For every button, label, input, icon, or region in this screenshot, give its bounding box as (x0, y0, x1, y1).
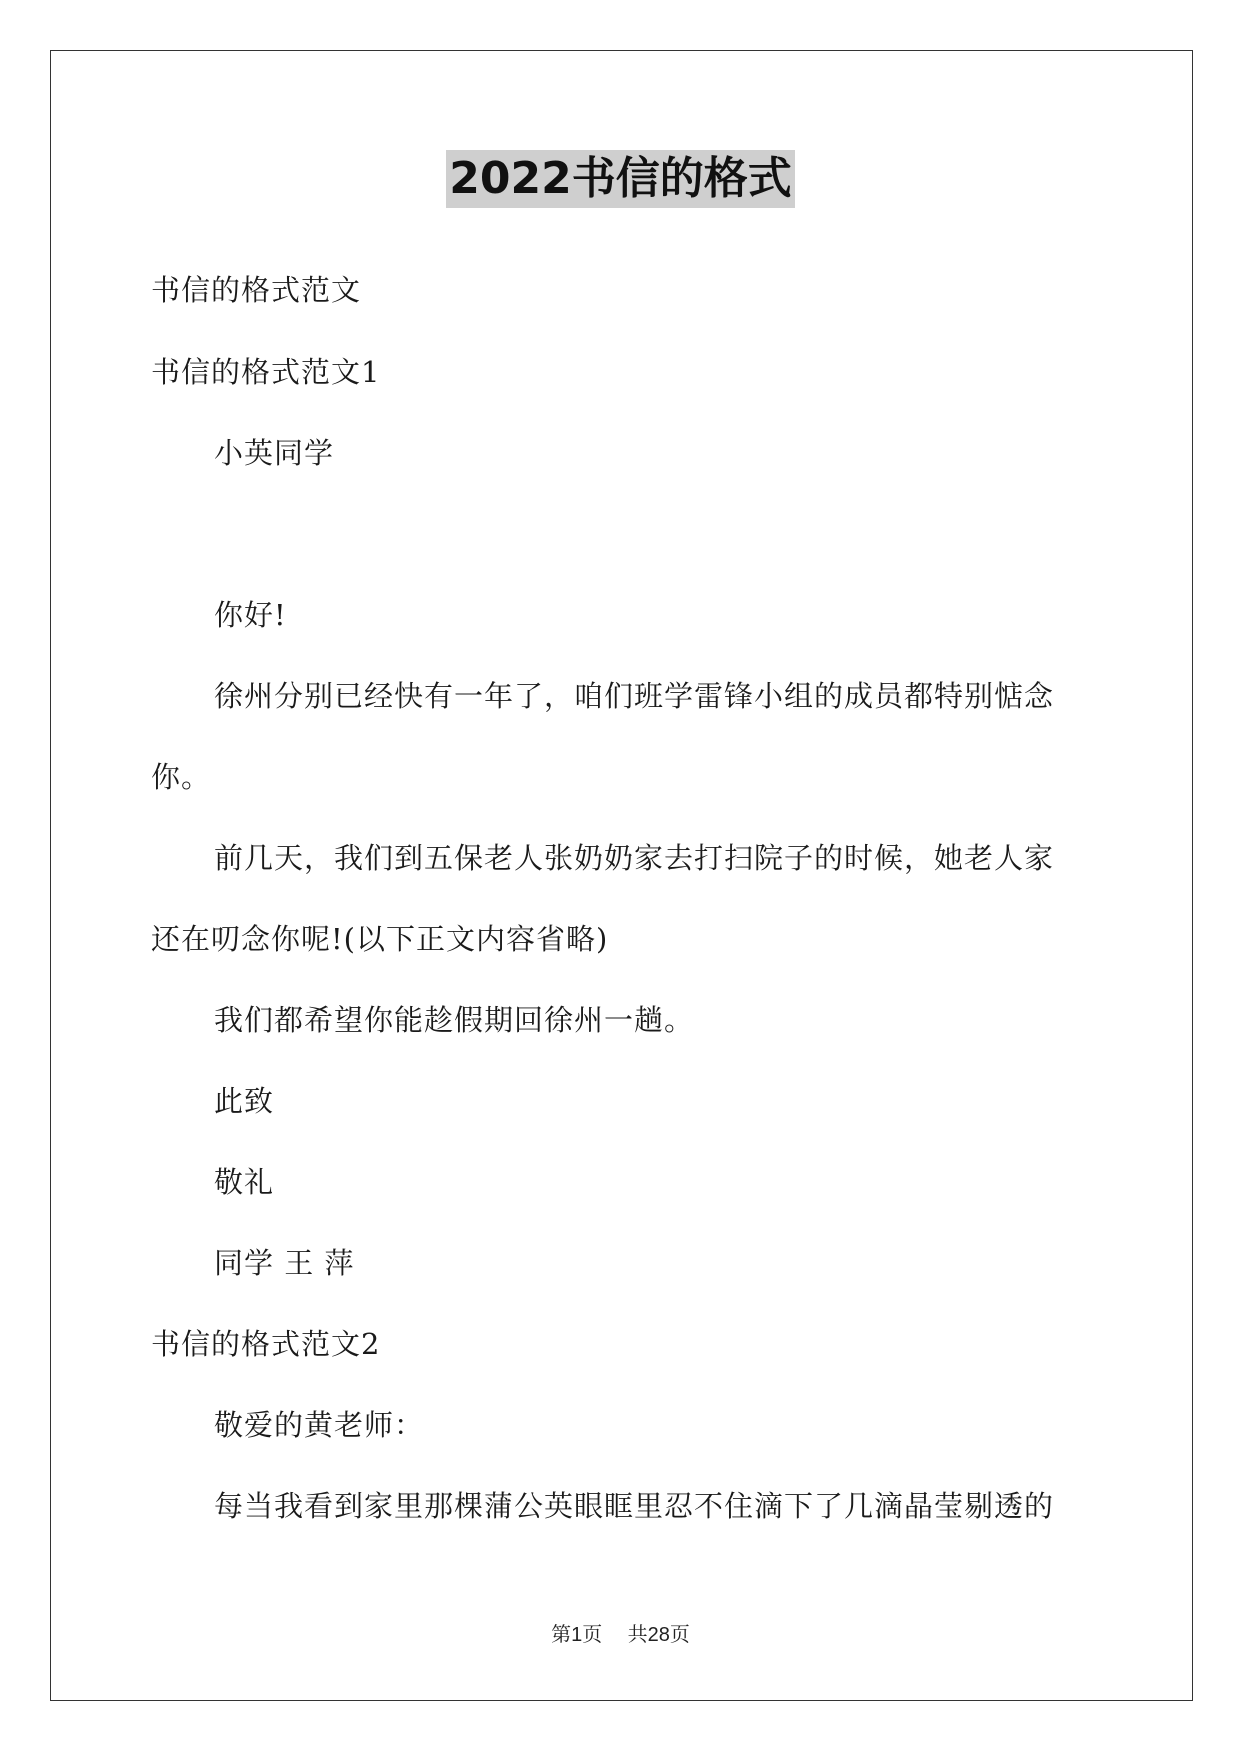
greeting-line: 你好! (214, 598, 287, 632)
closing-line: 此致 (214, 1084, 275, 1118)
section-heading-1: 书信的格式范文1 (151, 355, 381, 389)
body-paragraph-line: 还在叨念你呢!(以下正文内容省略) (151, 922, 609, 956)
total-label-suffix: 页 (669, 1622, 690, 1646)
total-label-prefix: 共 (627, 1622, 648, 1646)
body-paragraph-line: 每当我看到家里那棵蒲公英眼眶里忍不住滴下了几滴晶莹剔透的 (214, 1489, 1055, 1523)
page-label-prefix: 第 (551, 1622, 572, 1646)
salutation-line: 小英同学 (214, 436, 335, 470)
closing-line: 敬礼 (214, 1165, 275, 1199)
page-total: 28 (647, 1624, 670, 1646)
body-paragraph-line: 前几天，我们到五保老人张奶奶家去打扫院子的时候，她老人家 (214, 841, 1055, 875)
document-title: 2022书信的格式 (446, 150, 794, 208)
page-current: 1 (571, 1624, 583, 1646)
body-paragraph-line: 徐州分别已经快有一年了，咱们班学雷锋小组的成员都特别惦念 (214, 679, 1055, 713)
signature-line: 同学 王 萍 (214, 1246, 355, 1280)
body-paragraph-line: 我们都希望你能趁假期回徐州一趟。 (214, 1003, 695, 1037)
section-heading: 书信的格式范文 (151, 273, 362, 307)
page-label-suffix: 页 (582, 1622, 603, 1646)
title-container (0, 150, 1241, 208)
page-footer (0, 1620, 1241, 1649)
salutation-line: 敬爱的黄老师： (214, 1408, 425, 1442)
section-heading-2: 书信的格式范文2 (151, 1327, 381, 1361)
body-paragraph-line: 你。 (151, 760, 212, 794)
